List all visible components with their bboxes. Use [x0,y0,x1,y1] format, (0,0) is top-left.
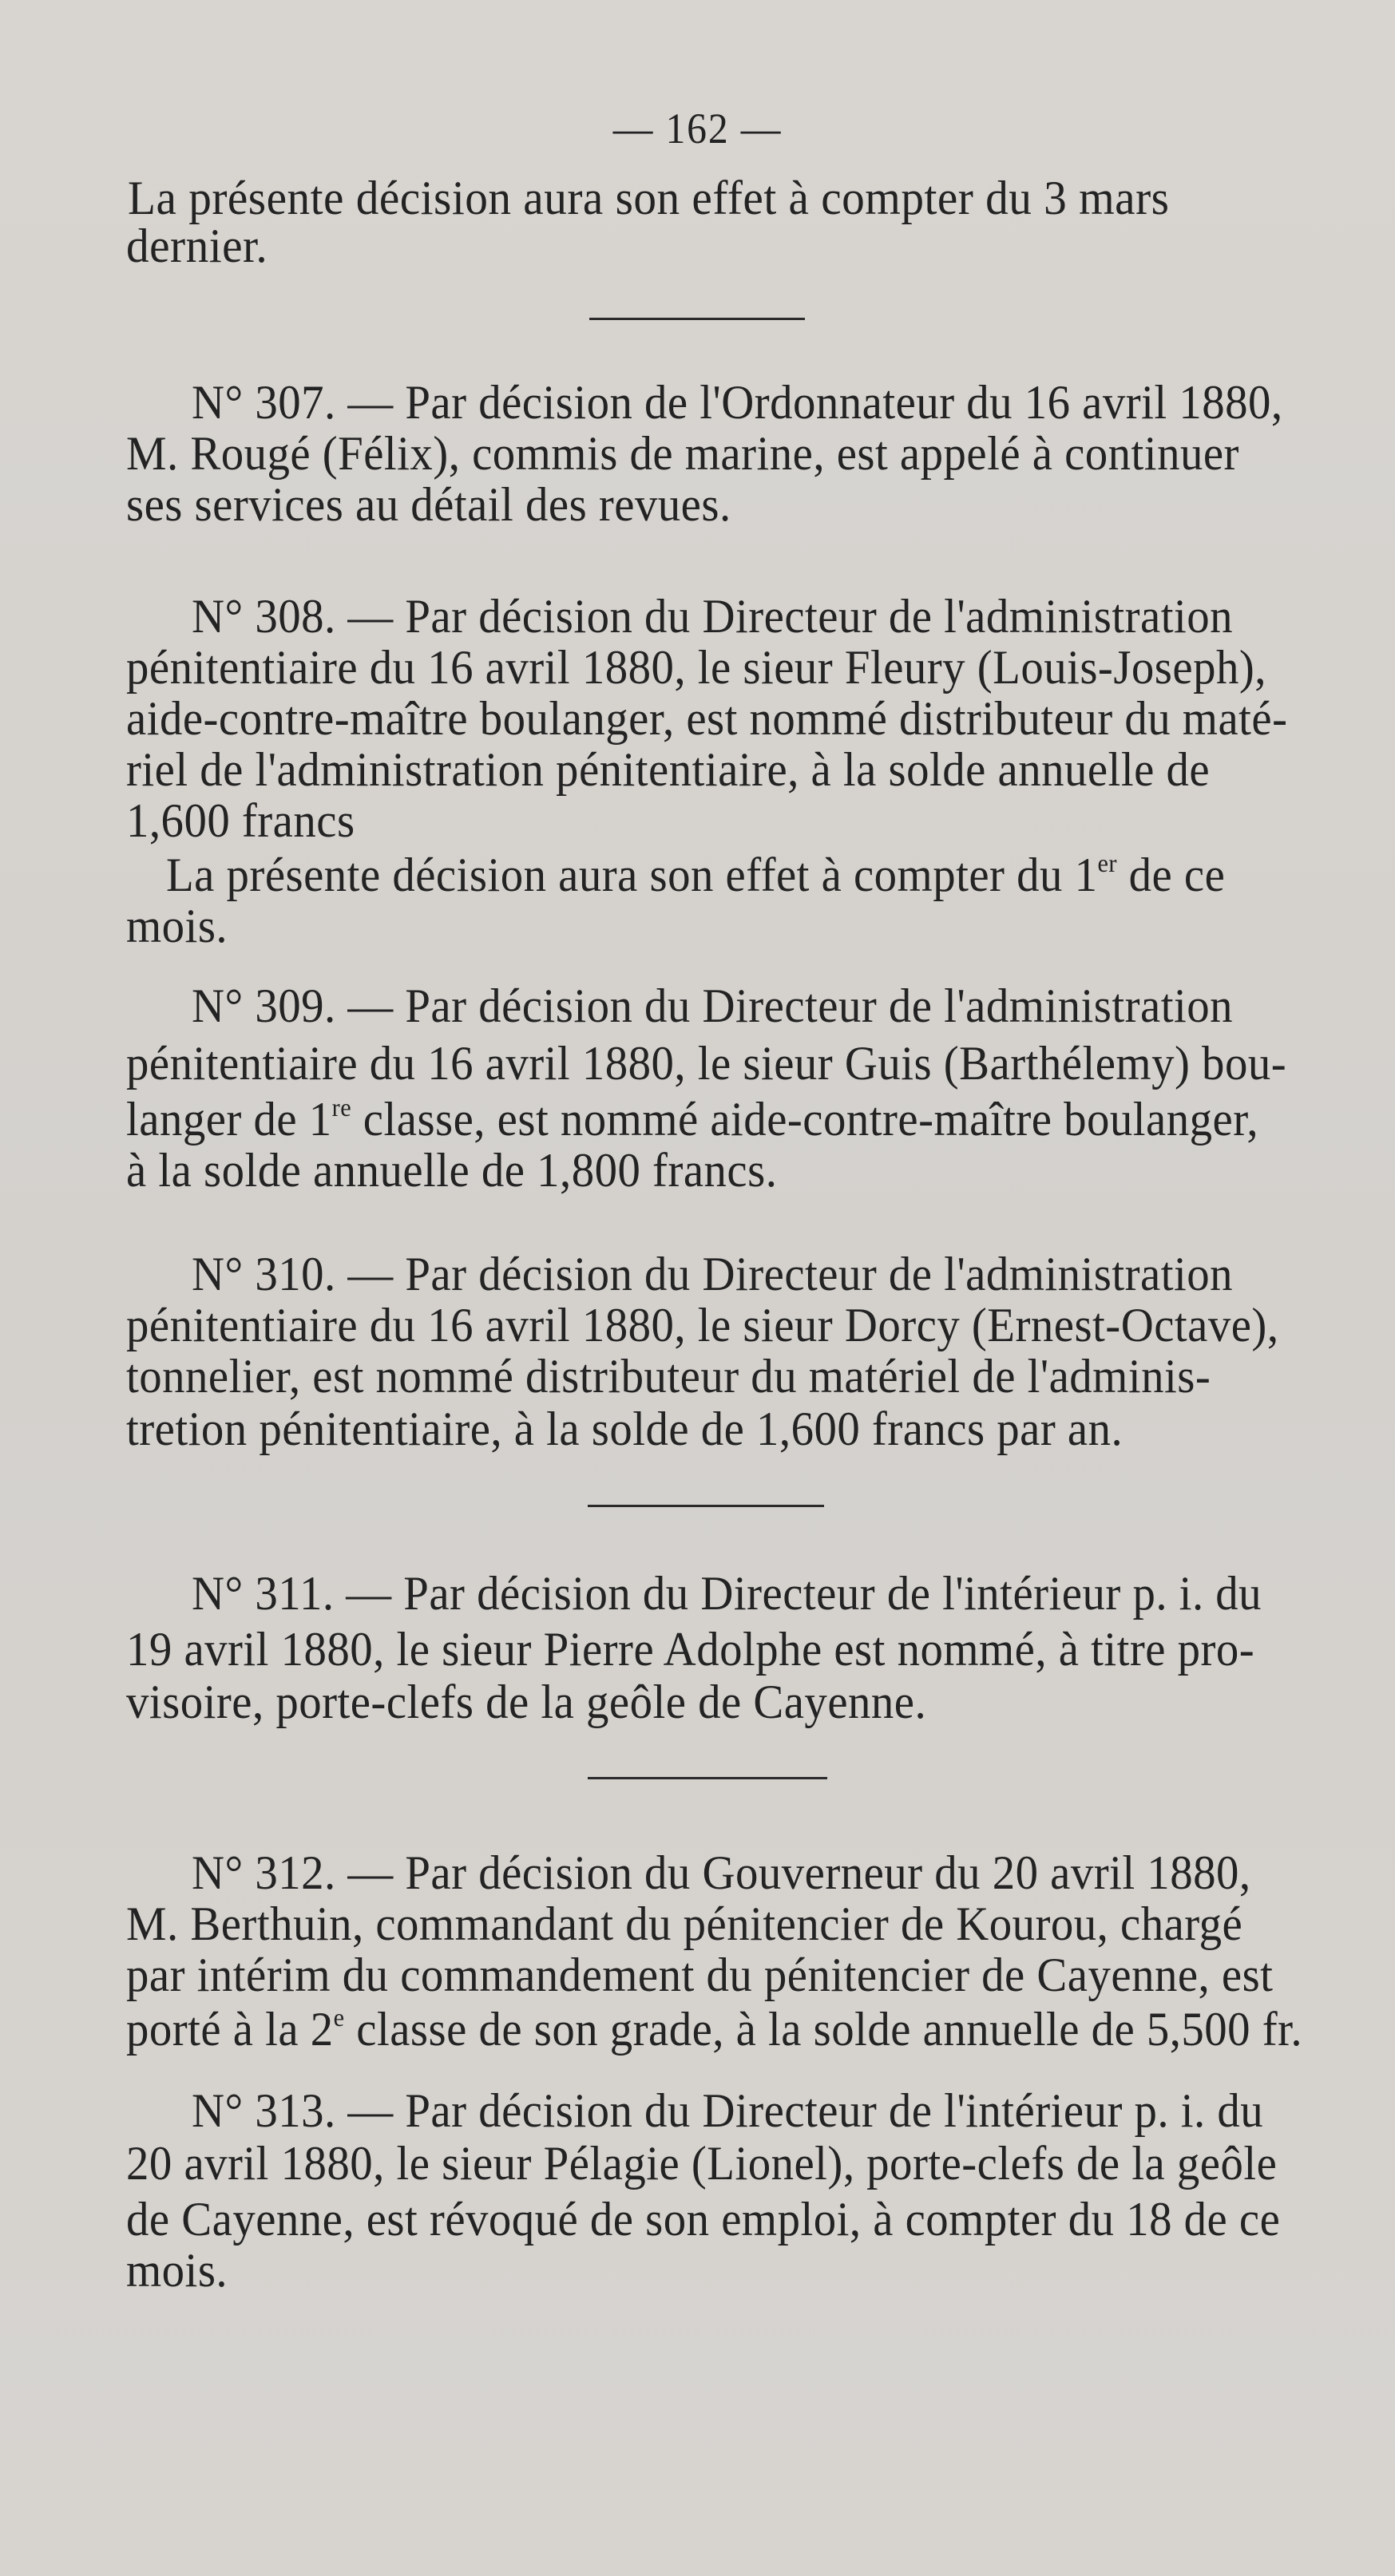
text-line: riel de l'administration pénitentiaire, à la solde annuelle de [126,743,1211,796]
text-line: mois. [126,2244,228,2297]
text-line: mois. [126,900,228,952]
text-line: de Cayenne, est révoqué de son emploi, à compter du 18 de ce [126,2193,1281,2246]
text-line: N° 308. — Par décision du Directeur de l'administration [192,590,1234,643]
ordinal-superscript: er [1097,849,1117,877]
text-line: à la solde annuelle de 1,800 francs. [126,1144,778,1197]
separator-rule [588,1505,824,1507]
text-line: dernier. [126,220,268,272]
text-line: pénitentiaire du 16 avril 1880, le sieur Guis (Barthélemy) bou- [126,1037,1287,1090]
text-line: N° 312. — Par décision du Gouverneur du 20 avril 1880, [192,1846,1251,1899]
text-line: N° 307. — Par décision de l'Ordonnateur du 16 avril 1880, [192,376,1283,429]
text-line: porté à la 2e classe de son grade, à la solde annuelle de 5,500 fr. [126,2003,1303,2056]
text-line: La présente décision aura son effet à compter du 3 mars [128,172,1170,224]
page-number: — 162 — [612,105,783,152]
text-line: 19 avril 1880, le sieur Pierre Adolphe est nommé, à titre pro- [126,1623,1255,1676]
text-line: visoire, porte-clefs de la geôle de Cayenne. [126,1676,927,1728]
text-line: 1,600 francs [126,794,355,847]
separator-rule [589,318,805,320]
text-line: N° 310. — Par décision du Directeur de l'administration [192,1248,1234,1300]
text-line: tretion pénitentiaire, à la solde de 1,600 francs par an. [126,1403,1124,1455]
text-line: M. Berthuin, commandant du pénitencier de Kourou, chargé [126,1897,1243,1950]
text-line: pénitentiaire du 16 avril 1880, le sieur Dorcy (Ernest-Octave), [126,1299,1279,1351]
text-line: ses services au détail des revues. [126,478,731,531]
text-line: M. Rougé (Félix), commis de marine, est appelé à continuer [126,427,1239,480]
text-line: aide-contre-maître boulanger, est nommé distributeur du maté- [126,692,1288,745]
text-line: N° 309. — Par décision du Directeur de l'administration [192,979,1234,1032]
text-line: La présente décision aura son effet à compter du 1er de ce [166,849,1226,901]
text-line: 20 avril 1880, le sieur Pélagie (Lionel), porte-clefs de la geôle [126,2137,1278,2190]
text-line: langer de 1re classe, est nommé aide-contre-maître boulanger, [126,1093,1258,1146]
separator-rule [588,1777,827,1779]
text-line: pénitentiaire du 16 avril 1880, le sieur Fleury (Louis-Joseph), [126,641,1266,694]
text-line: par intérim du commandement du pénitencier de Cayenne, est [126,1949,1274,2001]
ordinal-superscript: e [333,2003,345,2032]
text-line: tonnelier, est nommé distributeur du matériel de l'adminis- [126,1350,1211,1403]
text-line: N° 311. — Par décision du Directeur de l'intérieur p. i. du [192,1567,1262,1620]
text-line: N° 313. — Par décision du Directeur de l'intérieur p. i. du [192,2084,1264,2137]
ordinal-superscript: re [331,1093,352,1122]
